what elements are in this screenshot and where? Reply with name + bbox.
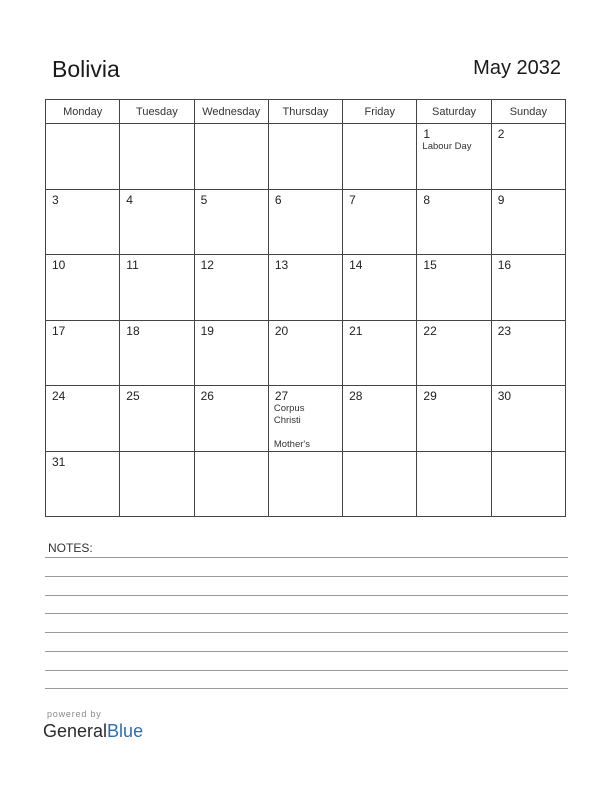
day-cell	[120, 320, 194, 386]
day-number: 10	[52, 258, 66, 272]
month-year-title: May 2032	[473, 57, 561, 79]
day-number: 13	[274, 258, 289, 272]
day-cell	[343, 320, 417, 386]
day-cell	[491, 124, 565, 190]
day-cell	[194, 386, 268, 452]
day-number: 7	[349, 192, 356, 207]
day-cell	[46, 320, 120, 386]
day-number: 23	[497, 323, 512, 338]
day-cell	[417, 124, 491, 190]
day-number: 21	[349, 323, 363, 338]
notes-line	[45, 632, 568, 633]
powered-by-text: powered by	[47, 709, 102, 719]
weekday-monday: Monday	[46, 100, 120, 124]
day-cell	[120, 189, 194, 255]
day-number: 14	[349, 258, 363, 272]
day-cell	[194, 124, 268, 190]
calendar-grid	[45, 99, 566, 517]
weekday-tuesday: Tuesday	[120, 100, 194, 124]
weekday-saturday: Saturday	[417, 100, 491, 124]
weekday-thursday: Thursday	[268, 100, 342, 124]
week-row	[46, 255, 566, 321]
day-number: 26	[200, 389, 214, 403]
day-cell	[194, 451, 268, 517]
day-cell	[417, 189, 491, 255]
day-cell	[343, 189, 417, 255]
day-number: 30	[497, 389, 512, 403]
day-cell	[343, 386, 417, 452]
week-row	[46, 386, 566, 452]
day-cell	[417, 320, 491, 386]
day-number: 25	[126, 389, 140, 403]
day-cell	[268, 451, 342, 517]
notes-line	[45, 688, 568, 689]
day-number: 3	[52, 192, 59, 207]
day-cell	[268, 320, 342, 386]
day-number: 27	[274, 389, 289, 403]
notes-line	[45, 595, 568, 596]
holiday-label: Corpus Christi	[273, 403, 305, 426]
day-number: 2	[497, 127, 505, 141]
day-cell	[268, 386, 342, 452]
week-row	[46, 189, 566, 255]
day-number: 11	[126, 258, 139, 272]
country-title: Bolivia	[52, 56, 120, 82]
day-cell	[491, 451, 565, 517]
day-number: 16	[497, 258, 512, 272]
day-cell	[491, 386, 565, 452]
notes-line	[45, 557, 568, 558]
day-number: 9	[497, 192, 505, 207]
day-number: 17	[52, 323, 66, 338]
weekday-sunday: Sunday	[491, 100, 565, 124]
day-number: 8	[423, 192, 431, 207]
day-number: 5	[200, 192, 208, 207]
brand-general: General	[43, 721, 108, 741]
day-number: 29	[423, 389, 437, 403]
week-row	[46, 451, 566, 517]
day-cell	[343, 451, 417, 517]
day-cell	[343, 124, 417, 190]
day-number: 22	[423, 323, 437, 338]
day-cell	[120, 124, 194, 190]
weekday-friday: Friday	[343, 100, 417, 124]
day-cell	[46, 386, 120, 452]
day-cell	[417, 255, 491, 321]
holiday-label: Labour Day	[422, 141, 472, 152]
day-cell	[268, 189, 342, 255]
day-number: 28	[349, 389, 363, 403]
day-cell	[491, 255, 565, 321]
notes-line	[45, 576, 568, 577]
day-cell	[194, 189, 268, 255]
day-number: 19	[200, 323, 214, 338]
day-number: 6	[274, 192, 282, 207]
week-row	[46, 124, 566, 190]
notes-line	[45, 651, 568, 652]
day-cell	[46, 189, 120, 255]
notes-line	[45, 613, 568, 614]
day-cell	[417, 386, 491, 452]
weekday-wednesday: Wednesday	[194, 100, 268, 124]
holiday-label-secondary: Mother's	[273, 439, 310, 450]
day-number: 18	[126, 323, 140, 338]
day-number: 4	[126, 192, 133, 207]
day-number: 1	[423, 127, 431, 141]
day-cell	[120, 255, 194, 321]
day-number: 15	[423, 258, 437, 272]
brand-blue: Blue	[107, 721, 144, 741]
day-cell	[343, 255, 417, 321]
notes-label: NOTES:	[48, 541, 93, 555]
day-cell	[417, 451, 491, 517]
day-cell	[46, 451, 120, 517]
day-number: 31	[52, 454, 66, 469]
brand-logo[interactable]	[43, 721, 143, 742]
week-row	[46, 320, 566, 386]
day-cell	[120, 386, 194, 452]
day-cell	[268, 124, 342, 190]
weekday-header-row	[46, 100, 566, 124]
day-cell	[491, 320, 565, 386]
day-number: 24	[52, 389, 66, 403]
day-cell	[194, 255, 268, 321]
day-number: 12	[200, 258, 214, 272]
day-cell	[46, 255, 120, 321]
notes-line	[45, 670, 568, 671]
day-cell	[268, 255, 342, 321]
day-cell	[491, 189, 565, 255]
day-cell	[194, 320, 268, 386]
day-number: 20	[274, 323, 289, 338]
day-cell	[46, 124, 120, 190]
day-cell	[120, 451, 194, 517]
